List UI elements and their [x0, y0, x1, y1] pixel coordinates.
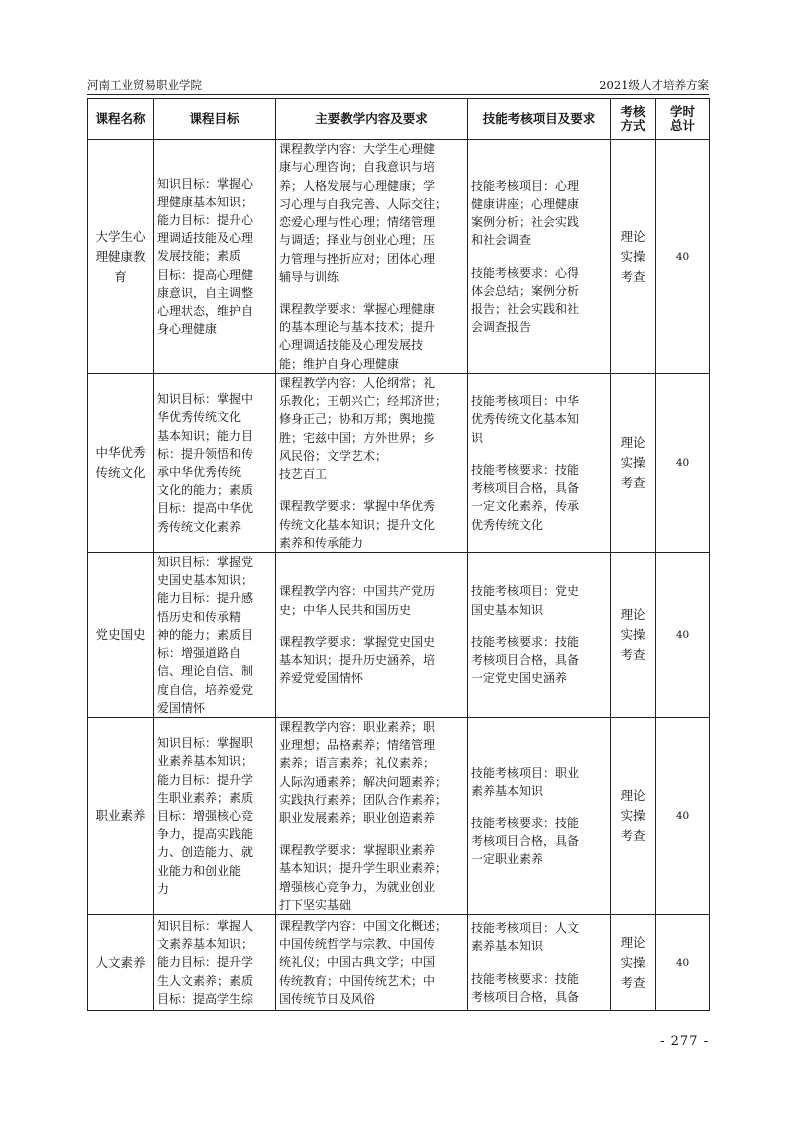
teaching-content-cell — [276, 140, 468, 374]
assessment-mode-cell — [611, 718, 656, 915]
paragraph-gap — [279, 483, 464, 497]
teaching-content-line: 基本知识；提升历史涵养，培 — [279, 653, 436, 668]
skill-assessment-cell — [468, 718, 611, 915]
assessment-mode-line: 考查 — [620, 647, 646, 662]
header-rule — [87, 94, 709, 95]
skill-assessment-line: 一定党史国史涵养 — [471, 671, 568, 686]
curriculum-table — [87, 98, 710, 1011]
course-name-cell — [88, 915, 154, 1011]
course-goal-line: 目标：提高中华优 — [157, 501, 254, 516]
assessment-mode-line: 理论 — [620, 607, 646, 622]
course-name-line: 大学生心 — [95, 228, 146, 244]
teaching-content-line: 国传统节日及风俗 — [279, 991, 376, 1006]
assessment-mode-line: 考查 — [620, 475, 646, 490]
header-course-name: 课程名称 — [88, 99, 154, 140]
teaching-content-line: 习心理与自我完善、人际交往； — [279, 196, 448, 211]
skill-assessment-cell — [468, 374, 611, 553]
skill-assessment-line: 技能考核项目：党史 — [471, 584, 580, 599]
assessment-mode-line: 实操 — [620, 808, 646, 824]
course-goal-line: 康意识，自主调整 — [157, 285, 254, 300]
total-hours-cell: 40 — [656, 140, 710, 374]
skill-assessment-line: 一定职业素养 — [471, 852, 544, 867]
teaching-content-line: 恋爱心理与性心理；情绪管理 — [279, 215, 436, 230]
header-total-hours — [656, 99, 710, 140]
header-course-goal: 课程目标 — [154, 99, 276, 140]
header-hours-line: 总计 — [669, 118, 695, 133]
course-goal-line: 生人文素养；素质 — [157, 973, 254, 988]
teaching-content-line: 技艺百工 — [279, 467, 328, 482]
teaching-content-line: 的基本理论与基本技术；提升 — [279, 320, 436, 335]
assessment-mode-line: 考查 — [620, 268, 646, 284]
header-mode-line: 考核 — [620, 104, 646, 119]
course-goal-line: 目标：提高学生综 — [157, 991, 254, 1006]
teaching-content-cell — [276, 718, 468, 915]
course-goal-line: 理健康基本知识； — [157, 194, 254, 209]
total-hours-cell: 40 — [656, 915, 710, 1011]
course-goal-line: 文化的能力；素质 — [157, 483, 254, 498]
teaching-content-line: 课程教学要求：掌握党史国史 — [279, 634, 436, 649]
assessment-mode-line: 实操 — [620, 455, 646, 470]
table-header-row — [88, 99, 710, 140]
paragraph-gap — [471, 956, 607, 970]
table-row — [88, 915, 710, 1011]
teaching-content-cell — [276, 374, 468, 553]
course-name-line: 传统文化 — [95, 465, 146, 480]
paragraph-gap — [471, 800, 607, 814]
course-goal-line: 争力，提高实践能 — [157, 827, 254, 842]
assessment-mode-line: 理论 — [620, 435, 646, 450]
document-title: 2021级人才培养方案 — [599, 78, 709, 92]
assessment-mode-line: 实操 — [620, 627, 646, 642]
course-goal-cell — [154, 374, 276, 553]
skill-assessment-line: 技能考核要求：技能 — [471, 634, 580, 649]
assessment-mode-cell — [611, 140, 656, 374]
course-name-line: 育 — [114, 268, 127, 284]
teaching-content-line: 增强核心竞争力，为就业创业 — [279, 879, 436, 894]
course-goal-line: 承中华优秀传统 — [157, 465, 242, 479]
course-goal-line: 知识目标：掌握心 — [157, 176, 254, 191]
course-goal-cell — [154, 718, 276, 915]
teaching-content-line: 人际沟通素养；解决问题素养； — [279, 774, 448, 789]
teaching-content-line: 传统教育；中国传统艺术；中 — [279, 973, 436, 988]
skill-assessment-line: 会调查报告 — [471, 320, 532, 335]
skill-assessment-line: 技能考核项目：职业 — [471, 765, 580, 780]
teaching-content-line: 传统文化基本知识；提升文化 — [279, 517, 436, 532]
teaching-content-line: 素养；语言素养；礼仪素养； — [279, 756, 436, 771]
teaching-content-line: 统礼仪；中国古典文学；中国 — [279, 955, 436, 970]
total-hours-cell: 40 — [656, 553, 710, 718]
skill-assessment-line: 技能考核要求：技能 — [471, 971, 580, 986]
course-goal-line: 爱国情怀 — [157, 700, 206, 715]
course-goal-line: 力 — [157, 881, 170, 896]
course-goal-line: 秀传统文化素养 — [157, 519, 242, 534]
assessment-mode-line: 实操 — [620, 248, 646, 264]
course-goal-line: 悟历史和传承精 — [157, 609, 242, 624]
teaching-content-line: 职业发展素养；职业创造素养 — [279, 811, 436, 826]
skill-assessment-line: 技能考核要求：心得 — [471, 265, 580, 280]
course-goal-cell — [154, 915, 276, 1011]
skill-assessment-line: 考核项目合格，具备 — [471, 481, 580, 496]
table-body — [88, 140, 710, 1011]
assessment-mode-line: 理论 — [620, 788, 646, 804]
teaching-content-line: 课程教学要求：掌握中华优秀 — [279, 499, 436, 514]
course-goal-line: 能力目标：提升心 — [157, 212, 254, 227]
course-goal-line: 心理状态，维护自 — [157, 304, 254, 318]
teaching-content-line: 业理想；品格素养；情绪管理 — [279, 738, 436, 753]
course-goal-line: 文素养基本知识； — [157, 937, 254, 952]
header-assessment-mode — [611, 99, 656, 140]
assessment-mode-line: 考查 — [620, 974, 646, 990]
course-name-cell — [88, 140, 154, 374]
total-hours-cell: 40 — [656, 718, 710, 915]
header-hours-line: 学时 — [669, 104, 695, 119]
teaching-content-line: 养爱党爱国情怀 — [279, 671, 364, 686]
teaching-content-cell — [276, 915, 468, 1011]
assessment-mode-line: 考查 — [620, 828, 646, 844]
paragraph-gap — [279, 827, 464, 841]
header-skill-assessment: 技能考核项目及要求 — [468, 99, 611, 140]
assessment-mode-line: 理论 — [620, 228, 646, 244]
total-hours-cell: 40 — [656, 374, 710, 553]
skill-assessment-cell — [468, 915, 611, 1011]
course-goal-line: 知识目标：掌握党 — [157, 555, 254, 570]
course-goal-line: 力、创造能力、就 — [157, 845, 254, 860]
course-goal-line: 目标：提高心理健 — [157, 267, 254, 282]
course-goal-line: 知识目标：掌握中 — [157, 392, 254, 407]
course-name-cell — [88, 718, 154, 915]
course-goal-line: 史国史基本知识； — [157, 573, 254, 588]
course-goal-line: 目标：增强核心竞 — [157, 808, 254, 823]
paragraph-gap — [471, 447, 607, 461]
skill-assessment-line: 健康讲座；心理健康 — [471, 196, 580, 211]
course-goal-line: 理调适技能及心理 — [157, 231, 254, 246]
assessment-mode-cell — [611, 915, 656, 1011]
skill-assessment-cell — [468, 553, 611, 718]
skill-assessment-line: 体会总结；案例分析 — [471, 283, 580, 298]
table-row — [88, 374, 710, 553]
teaching-content-line: 实践执行素养；团队合作素养； — [279, 792, 448, 807]
course-goal-line: 生职业素养；素质 — [157, 790, 254, 805]
skill-assessment-line: 素养基本知识 — [471, 783, 544, 798]
skill-assessment-line: 国史基本知识 — [471, 602, 544, 617]
teaching-content-line: 中国传统哲学与宗教、中国传 — [279, 937, 436, 952]
teaching-content-line: 能；维护自身心理健康 — [279, 356, 400, 371]
course-goal-line: 度自信，培养爱党 — [157, 682, 254, 697]
teaching-content-cell — [276, 553, 468, 718]
teaching-content-line: 课程教学要求：掌握职业素养 — [279, 843, 436, 858]
skill-assessment-line: 优秀传统文化基本知 — [471, 412, 580, 427]
page-header — [87, 77, 709, 93]
teaching-content-line: 素养和传承能力 — [279, 535, 364, 550]
skill-assessment-line: 技能考核要求：技能 — [471, 815, 580, 830]
teaching-content-line: 课程教学要求：掌握心理健康 — [279, 301, 436, 316]
teaching-content-line: 与调适；择业与创业心理；压 — [279, 233, 436, 248]
teaching-content-line: 辅导与训练 — [279, 269, 340, 284]
course-goal-line: 神的能力；素质目 — [157, 627, 254, 642]
course-name-line: 人文素养 — [95, 954, 146, 970]
teaching-content-line: 康与心理咨询；自我意识与培 — [279, 160, 436, 175]
teaching-content-line: 修身正己；协和万邦；舆地揽 — [279, 412, 436, 427]
teaching-content-line: 养；人格发展与心理健康；学 — [279, 178, 436, 193]
assessment-mode-line: 实操 — [620, 954, 646, 970]
teaching-content-line: 基本知识；提升学生职业素养； — [279, 861, 448, 876]
skill-assessment-line: 识 — [471, 430, 484, 445]
skill-assessment-line: 素养基本知识 — [471, 939, 544, 954]
course-goal-line: 能力目标：提升感 — [157, 591, 254, 606]
table-row — [88, 140, 710, 374]
course-name-line: 理健康教 — [95, 248, 146, 264]
course-goal-line: 华优秀传统文化 — [157, 410, 242, 425]
teaching-content-line: 打下坚实基础 — [279, 897, 352, 912]
skill-assessment-line: 一定文化素养，传承 — [471, 499, 580, 514]
course-goal-line: 标：提升领悟和传 — [157, 446, 254, 461]
skill-assessment-line: 技能考核项目：人文 — [471, 921, 580, 936]
paragraph-gap — [471, 250, 607, 264]
assessment-mode-cell — [611, 374, 656, 553]
header-teaching-content: 主要教学内容及要求 — [276, 99, 468, 140]
teaching-content-line: 课程教学内容：职业素养；职 — [279, 720, 436, 734]
skill-assessment-line: 技能考核项目：中华 — [471, 394, 580, 409]
page-number: - 277 - — [660, 1034, 709, 1049]
course-name-line: 中华优秀 — [95, 445, 146, 460]
course-name-line: 党史国史 — [95, 627, 146, 642]
skill-assessment-line: 技能考核项目：心理 — [471, 178, 580, 193]
course-goal-line: 身心理健康 — [157, 322, 218, 337]
paragraph-gap — [279, 286, 464, 300]
skill-assessment-line: 案例分析；社会实践 — [471, 215, 580, 230]
teaching-content-line: 心理调适技能及心理发展技 — [279, 338, 424, 353]
teaching-content-line: 力管理与挫折应对；团体心理 — [279, 251, 436, 266]
skill-assessment-line: 考核项目合格，具备 — [471, 989, 580, 1004]
course-goal-line: 基本知识；能力目 — [157, 428, 254, 443]
table-row — [88, 718, 710, 915]
course-goal-cell — [154, 553, 276, 718]
course-goal-line: 能力目标：提升学 — [157, 955, 254, 970]
teaching-content-line: 课程教学内容：大学生心理健 — [279, 142, 436, 157]
course-goal-line: 发展技能；素质 — [157, 249, 242, 264]
teaching-content-line: 课程教学内容：中国文化概述； — [279, 919, 448, 934]
skill-assessment-line: 技能考核要求：技能 — [471, 462, 580, 477]
course-name-cell — [88, 553, 154, 718]
assessment-mode-cell — [611, 553, 656, 718]
course-goal-line: 业能力和创业能 — [157, 863, 242, 878]
teaching-content-line: 胜；宅兹中国；方外世界；乡 — [279, 430, 436, 445]
teaching-content-line: 乐教化；王朝兴亡；经邦济世； — [279, 394, 448, 409]
institution-name: 河南工业贸易职业学院 — [87, 78, 202, 92]
skill-assessment-line: 考核项目合格，具备 — [471, 834, 580, 849]
skill-assessment-line: 报告；社会实践和社 — [471, 301, 580, 316]
course-goal-line: 信、理论自信、制 — [157, 664, 254, 679]
course-goal-line: 知识目标：掌握职 — [157, 736, 254, 751]
course-goal-line: 标：增强道路自 — [157, 646, 242, 661]
course-name-cell — [88, 374, 154, 553]
course-goal-line: 业素养基本知识； — [157, 754, 254, 769]
skill-assessment-line: 优秀传统文化 — [471, 517, 544, 532]
teaching-content-line: 史；中华人民共和国历史 — [279, 602, 412, 617]
header-mode-line: 方式 — [620, 118, 646, 133]
course-goal-cell — [154, 140, 276, 374]
course-goal-line: 知识目标：掌握人 — [157, 919, 254, 934]
course-name-line: 职业素养 — [95, 808, 146, 824]
skill-assessment-cell — [468, 140, 611, 374]
table-row — [88, 553, 710, 718]
skill-assessment-line: 和社会调查 — [471, 233, 532, 248]
paragraph-gap — [279, 619, 464, 633]
teaching-content-line: 课程教学内容：中国共产党历 — [279, 584, 436, 599]
teaching-content-line: 课程教学内容：人伦纲常；礼 — [279, 376, 436, 391]
assessment-mode-line: 理论 — [620, 934, 646, 950]
paragraph-gap — [471, 619, 607, 633]
teaching-content-line: 风民俗；文学艺术； — [279, 448, 388, 463]
skill-assessment-line: 考核项目合格，具备 — [471, 653, 580, 668]
course-goal-line: 能力目标：提升学 — [157, 772, 254, 787]
